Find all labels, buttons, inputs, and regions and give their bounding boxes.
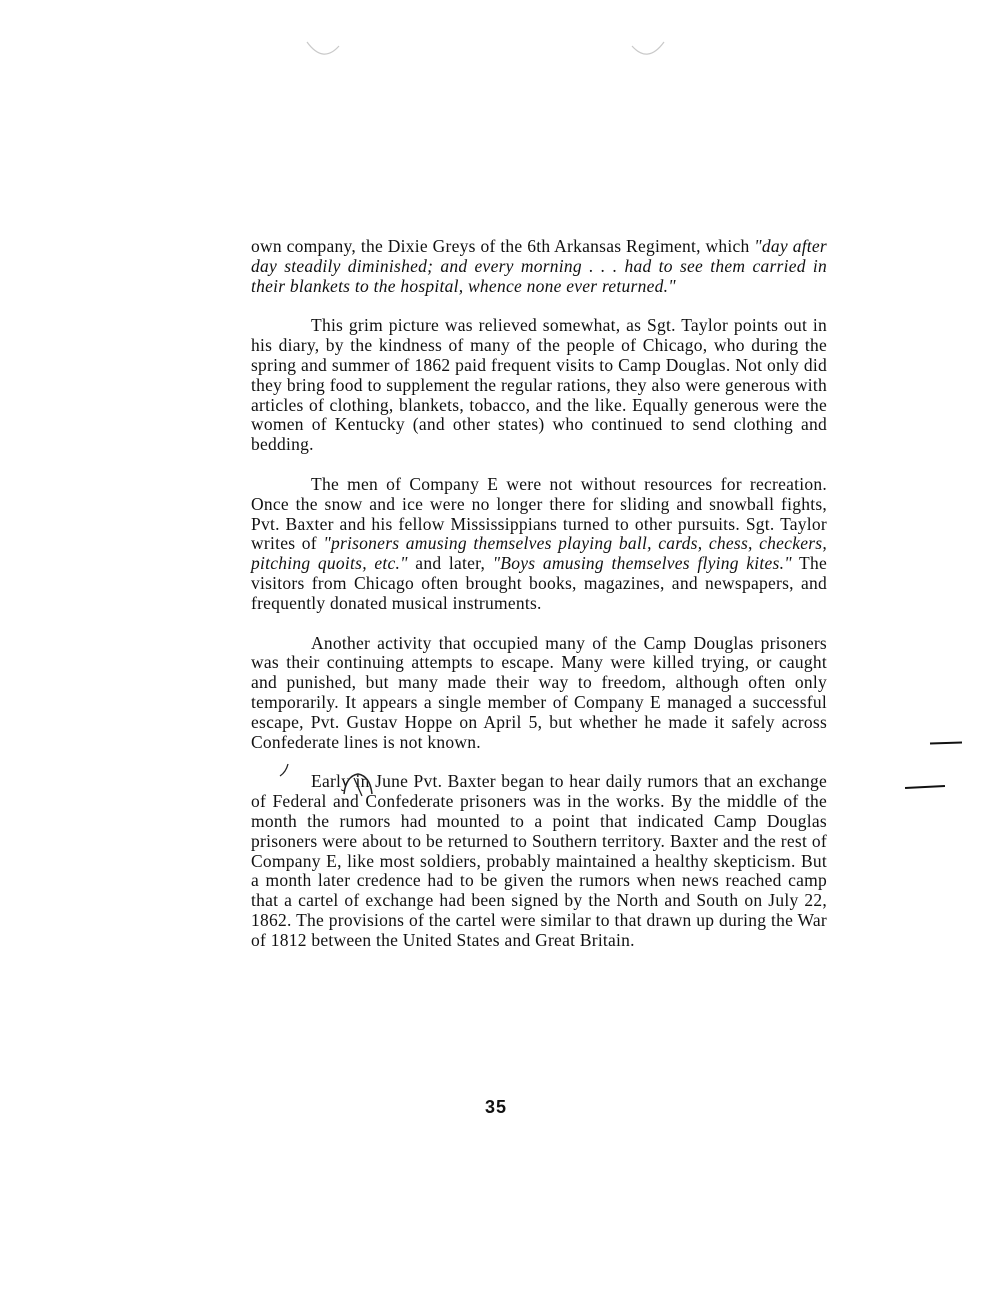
- page-number: 35: [484, 1097, 508, 1117]
- body-text: Early in June Pvt. Baxter began to hear daily rumors that an exchange of Federal and Confederate prisoners was in the works. By the middle of the month the rumors had mounted to a point that indicated Camp Douglas prisoners were about to be returned to Southern territory. Baxter and the rest of Company E, like most soldiers, probably maintained a healthy skepticism. But a month later credence had to be given the rumors when news reached camp that a cartel of exchange had been signed by the North and South on July 22, 1862. The provisions of the cartel were similar to that drawn up during the War of 1812 between the United States and Great Britain.: [251, 771, 827, 950]
- body-text: Another activity that occupied many of the Camp Douglas prisoners was their continuing attempts to escape. Many were killed trying, or caught and punished, but many made their way to freedom, although often only temporarily. It appears a single member of Company E managed a successful escape, Pvt. Gustav Hoppe on April 5, but whether he made it safely across Confederate lines is not known.: [251, 632, 827, 752]
- page-body: [251, 237, 827, 971]
- body-text: and later,: [407, 553, 493, 574]
- body-text: This grim picture was relieved somewhat, as Sgt. Taylor points out in his diary, by the kindness of many of the people of Chicago, who during the spring and summer of 1862 paid frequent visits to Camp Douglas. Not only did they bring food to supplement the regular rations, they also were generous with articles of clothing, blankets, tobacco, and the like. Equally generous were the women of Kentucky (and other states) who continued to send clothing and bedding.: [251, 315, 827, 455]
- paragraph: [251, 237, 827, 296]
- quoted-text: "day after day steadily diminished; and every morning . . . had to see them carried in their blankets to the hospital, whence none ever returned.": [251, 236, 827, 296]
- paragraph: [251, 634, 827, 753]
- quoted-text: "Boys amusing themselves flying kites.": [492, 553, 792, 574]
- body-text: own company, the Dixie Greys of the 6th Arkansas Regiment, which: [251, 236, 755, 256]
- margin-line-mark: [905, 785, 945, 789]
- paragraph: [251, 772, 827, 950]
- quoted-text: "prisoners amusing themselves playing ball, cards, chess, checkers, pitching quoits, etc.": [251, 533, 827, 574]
- punch-hole-mark: [630, 40, 666, 62]
- body-text: The visitors from Chicago often brought books, magazines, and newspapers, and frequently donated musical instruments.: [251, 553, 827, 613]
- paragraph: [251, 316, 827, 455]
- body-text: The men of Company E were not without resources for recreation. Once the snow and ice were no longer there for sliding and snowball fights, Pvt. Baxter and his fellow Mississippians turned to other pursuits. Sgt. Taylor writes of: [251, 473, 827, 554]
- margin-line-mark: [930, 741, 962, 744]
- punch-hole-mark: [305, 40, 341, 62]
- paragraph: [251, 475, 827, 614]
